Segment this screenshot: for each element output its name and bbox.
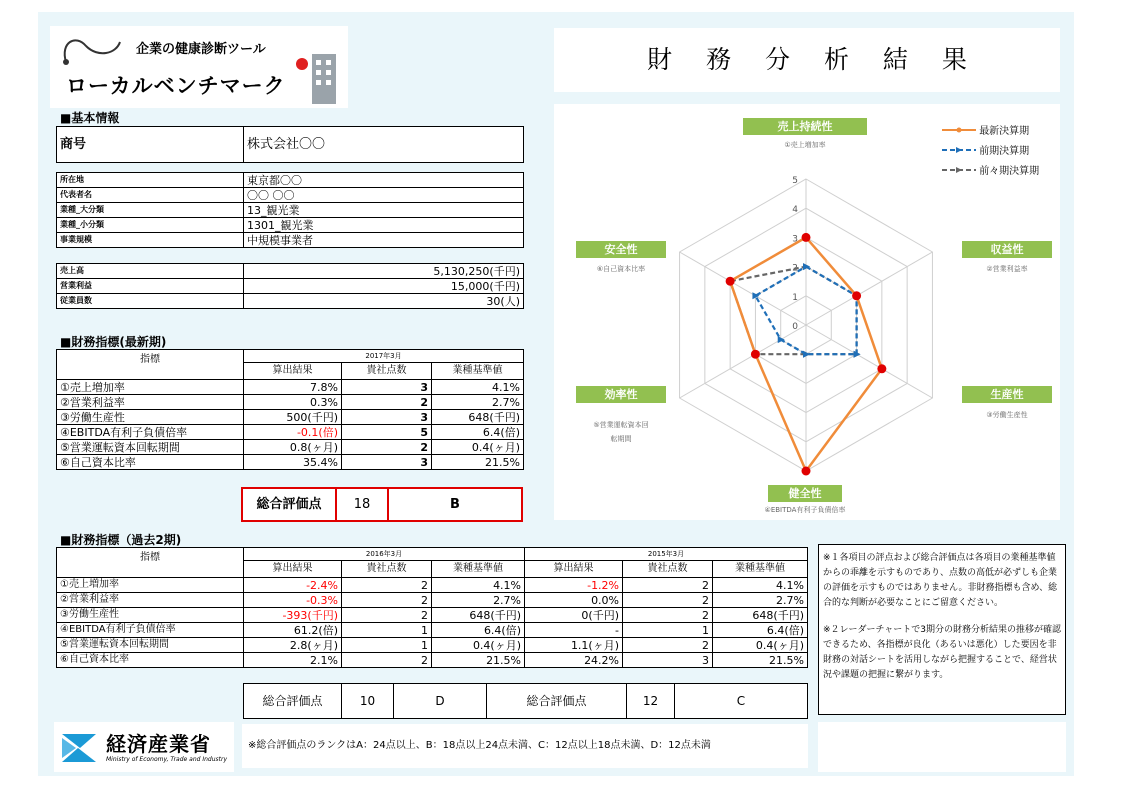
tool-subtitle: 企業の健康診断ツール bbox=[136, 42, 266, 57]
past-result-2015: 1.1(ヶ月) bbox=[525, 638, 623, 653]
past-result-2016: 2.8(ヶ月) bbox=[244, 638, 342, 653]
representative-value: 〇〇 〇〇 bbox=[244, 188, 524, 203]
past-benchmark-2016: 2.7% bbox=[432, 593, 525, 608]
past-benchmark-2015: 648(千円) bbox=[713, 608, 808, 623]
radar-point-0 bbox=[852, 291, 861, 300]
latest-total-label: 総合評価点 bbox=[243, 489, 337, 520]
rank-note-box bbox=[242, 724, 808, 768]
report-sheet bbox=[38, 12, 1074, 776]
past-score-2015: 3 bbox=[623, 653, 713, 668]
industry-minor-value: 1301_観光業 bbox=[244, 218, 524, 233]
latest-result: 0.3% bbox=[244, 395, 342, 410]
latest-total-box bbox=[241, 487, 523, 522]
latest-total-grade: B bbox=[450, 497, 460, 512]
ministry-name-en: Ministry of Economy, Trade and Industry bbox=[106, 756, 228, 763]
past-benchmark-2015: 4.1% bbox=[713, 578, 808, 593]
total-label-2015: 総合評価点 bbox=[487, 684, 627, 719]
result-header-2015: 算出結果 bbox=[525, 561, 623, 578]
latest-score: 2 bbox=[342, 440, 432, 455]
total-grade-2016: D bbox=[394, 684, 487, 719]
past-result-2015: 0(千円) bbox=[525, 608, 623, 623]
past-indicator-name: ⑤営業運転資本回転期間 bbox=[57, 638, 244, 653]
past-score-2015: 1 bbox=[623, 623, 713, 638]
past-benchmark-2015: 2.7% bbox=[713, 593, 808, 608]
axis-sub-ebitda-debt: ④EBITDA有利子負債倍率 bbox=[764, 506, 846, 514]
latest-indicators-table bbox=[56, 349, 524, 470]
radar-tick-label: 1 bbox=[792, 292, 798, 303]
total-score-2015: 12 bbox=[627, 684, 675, 719]
past-row bbox=[57, 593, 808, 608]
past-benchmark-2015: 0.4(ヶ月) bbox=[713, 638, 808, 653]
past-row bbox=[57, 653, 808, 668]
sales-value: 5,130,250(千円) bbox=[244, 264, 524, 279]
past-result-2015: - bbox=[525, 623, 623, 638]
past-result-2016: -2.4% bbox=[244, 578, 342, 593]
past-result-2016: 61.2(倍) bbox=[244, 623, 342, 638]
legend-label-prev2: 前々期決算期 bbox=[979, 166, 1040, 177]
past-score-2015: 2 bbox=[623, 593, 713, 608]
legend-item-latest bbox=[942, 122, 1039, 142]
basic-info-heading: ■基本情報 bbox=[60, 111, 120, 125]
legend-item-prev2 bbox=[942, 162, 1039, 182]
latest-indicator-name: ④EBITDA有利子負債倍率 bbox=[57, 425, 244, 440]
past-result-2016: -393(千円) bbox=[244, 608, 342, 623]
latest-row bbox=[57, 380, 524, 395]
radar-tick-label: 2 bbox=[792, 263, 798, 274]
axis-tag-safety: 安全性 bbox=[576, 241, 666, 258]
axis-sub-working-capital: ⑤営業運転資本回転期間 bbox=[593, 421, 649, 443]
latest-indicators-heading: ■財務指標(最新期) bbox=[60, 335, 167, 349]
past-benchmark-2016: 21.5% bbox=[432, 653, 525, 668]
latest-total-score: 18 bbox=[337, 489, 389, 520]
industry-major-label: 業種_大分類 bbox=[57, 203, 244, 218]
latest-benchmark: 21.5% bbox=[432, 455, 524, 470]
radar-series-2 bbox=[730, 267, 856, 355]
latest-benchmark: 0.4(ヶ月) bbox=[432, 440, 524, 455]
radar-spoke bbox=[680, 325, 806, 398]
latest-result: 35.4% bbox=[244, 455, 342, 470]
latest-indicator-name: ⑥自己資本比率 bbox=[57, 455, 244, 470]
radar-point-0 bbox=[802, 467, 811, 476]
latest-benchmark: 648(千円) bbox=[432, 410, 524, 425]
company-name-value: 株式会社〇〇 bbox=[244, 127, 524, 163]
radar-tick-label: 5 bbox=[792, 176, 798, 186]
past-result-2015: 24.2% bbox=[525, 653, 623, 668]
axis-tag-productivity: 生産性 bbox=[962, 386, 1052, 403]
past-benchmark-2015: 21.5% bbox=[713, 653, 808, 668]
stethoscope-icon bbox=[58, 32, 128, 68]
meti-emblem-icon bbox=[60, 730, 98, 766]
past-score-2015: 2 bbox=[623, 638, 713, 653]
past-score-2015: 2 bbox=[623, 608, 713, 623]
total-label-2016: 総合評価点 bbox=[244, 684, 342, 719]
axis-tag-profitability: 収益性 bbox=[962, 241, 1052, 258]
representative-label: 代表者名 bbox=[57, 188, 244, 203]
period-2016: 2016年3月 bbox=[244, 548, 525, 561]
latest-score: 3 bbox=[342, 455, 432, 470]
past-total-table bbox=[243, 683, 808, 719]
radar-legend bbox=[942, 122, 1039, 182]
operating-profit-value: 15,000(千円) bbox=[244, 279, 524, 294]
total-grade-2015: C bbox=[675, 684, 808, 719]
company-metrics-table bbox=[56, 263, 524, 309]
latest-indicator-name: ③労働生産性 bbox=[57, 410, 244, 425]
total-score-2016: 10 bbox=[342, 684, 394, 719]
radar-tick-label: 4 bbox=[792, 205, 798, 216]
company-name-table bbox=[56, 126, 524, 163]
company-name-label: 商号 bbox=[57, 127, 244, 163]
latest-row bbox=[57, 410, 524, 425]
business-scale-value: 中規模事業者 bbox=[244, 233, 524, 248]
axis-sub-sales-growth: ①売上増加率 bbox=[784, 141, 826, 149]
note-2: ※２レーダーチャートで3期分の財務分析結果の推移が確認できるため、各指標が良化（あるいは悪化）した要因を非財務の対話シートを活用しながら把握することで、経営状況や課題の把握に繋がります。 bbox=[823, 625, 1061, 680]
latest-indicator-name: ②営業利益率 bbox=[57, 395, 244, 410]
latest-row bbox=[57, 395, 524, 410]
sales-label: 売上高 bbox=[57, 264, 244, 279]
latest-period: 2017年3月 bbox=[244, 350, 524, 363]
legend-marker-prev2 bbox=[942, 166, 976, 174]
past-result-2016: 2.1% bbox=[244, 653, 342, 668]
axis-sub-operating-margin: ②営業利益率 bbox=[986, 265, 1028, 273]
radar-tick-label: 3 bbox=[792, 234, 798, 245]
latest-indicator-name: ⑤営業運転資本回転期間 bbox=[57, 440, 244, 455]
past-score-2016: 2 bbox=[342, 608, 432, 623]
score-header: 貴社点数 bbox=[342, 363, 432, 380]
note-1: ※１各項目の評点および総合評価点は各項目の業種基準値からの乖離を示すものであり、点数の高低が必ずしも企業の評価を示すものではありません。非財務指標も含め、総合的な判断が必要なことにご留意ください。 bbox=[823, 553, 1058, 608]
latest-benchmark: 2.7% bbox=[432, 395, 524, 410]
page-title: 財 務 分 析 結 果 bbox=[647, 45, 967, 74]
past-indicator-name: ④EBITDA有利子負債倍率 bbox=[57, 623, 244, 638]
legend-label-prev: 前期決算期 bbox=[979, 146, 1030, 157]
past-row bbox=[57, 623, 808, 638]
past-score-2016: 2 bbox=[342, 578, 432, 593]
radar-point-0 bbox=[751, 350, 760, 359]
past-score-2016: 2 bbox=[342, 653, 432, 668]
past-row bbox=[57, 608, 808, 623]
benchmark-header-2015: 業種基準値 bbox=[713, 561, 808, 578]
past-indicator-name: ①売上増加率 bbox=[57, 578, 244, 593]
tool-logo bbox=[50, 26, 348, 108]
footer-blank-box bbox=[818, 722, 1066, 772]
industry-major-value: 13_観光業 bbox=[244, 203, 524, 218]
past-indicator-header: 指標 bbox=[57, 548, 244, 578]
score-header-2015: 貴社点数 bbox=[623, 561, 713, 578]
past-benchmark-2016: 0.4(ヶ月) bbox=[432, 638, 525, 653]
radar-point-0 bbox=[877, 364, 886, 373]
building-icon bbox=[294, 48, 340, 104]
radar-chart-panel bbox=[554, 104, 1060, 520]
latest-row bbox=[57, 440, 524, 455]
legend-item-prev bbox=[942, 142, 1039, 162]
past-result-2015: -1.2% bbox=[525, 578, 623, 593]
latest-result: -0.1(倍) bbox=[244, 425, 342, 440]
past-benchmark-2015: 6.4(倍) bbox=[713, 623, 808, 638]
latest-result: 500(千円) bbox=[244, 410, 342, 425]
period-2015: 2015年3月 bbox=[525, 548, 808, 561]
past-benchmark-2016: 6.4(倍) bbox=[432, 623, 525, 638]
employees-value: 30(人) bbox=[244, 294, 524, 309]
latest-benchmark: 6.4(倍) bbox=[432, 425, 524, 440]
latest-result: 7.8% bbox=[244, 380, 342, 395]
result-header-2016: 算出結果 bbox=[244, 561, 342, 578]
latest-benchmark: 4.1% bbox=[432, 380, 524, 395]
axis-tag-soundness: 健全性 bbox=[768, 485, 842, 502]
past-indicator-name: ③労働生産性 bbox=[57, 608, 244, 623]
past-score-2016: 1 bbox=[342, 638, 432, 653]
legend-label-latest: 最新決算期 bbox=[979, 126, 1030, 137]
past-benchmark-2016: 4.1% bbox=[432, 578, 525, 593]
axis-sub-equity-ratio: ⑥自己資本比率 bbox=[596, 265, 646, 273]
industry-minor-label: 業種_小分類 bbox=[57, 218, 244, 233]
latest-score: 3 bbox=[342, 410, 432, 425]
past-score-2016: 2 bbox=[342, 593, 432, 608]
latest-row bbox=[57, 455, 524, 470]
result-header: 算出結果 bbox=[244, 363, 342, 380]
axis-tag-efficiency: 効率性 bbox=[576, 386, 666, 403]
radar-point-0 bbox=[802, 233, 811, 242]
latest-row bbox=[57, 425, 524, 440]
latest-indicator-name: ①売上増加率 bbox=[57, 380, 244, 395]
notes-box bbox=[818, 544, 1066, 715]
past-indicators-table bbox=[56, 547, 808, 668]
business-scale-label: 事業規模 bbox=[57, 233, 244, 248]
past-score-2015: 2 bbox=[623, 578, 713, 593]
score-header-2016: 貴社点数 bbox=[342, 561, 432, 578]
ministry-name: 経済産業省 bbox=[106, 732, 211, 756]
page-title-box bbox=[554, 28, 1060, 92]
latest-score: 5 bbox=[342, 425, 432, 440]
radar-tick-label: 0 bbox=[792, 322, 798, 332]
company-profile-table bbox=[56, 172, 524, 248]
legend-marker-latest bbox=[942, 126, 976, 134]
past-row bbox=[57, 638, 808, 653]
rank-note: ※総合評価点のランクはA：24点以上、B：18点以上24点未満、C：12点以上18点未満、D：12点未満 bbox=[248, 740, 711, 751]
benchmark-header-2016: 業種基準値 bbox=[432, 561, 525, 578]
axis-sub-labor-productivity: ③労働生産性 bbox=[986, 411, 1028, 419]
indicator-header: 指標 bbox=[57, 350, 244, 380]
tool-name: ローカルベンチマーク bbox=[66, 74, 286, 98]
latest-result: 0.8(ヶ月) bbox=[244, 440, 342, 455]
address-label: 所在地 bbox=[57, 173, 244, 188]
latest-score: 3 bbox=[342, 380, 432, 395]
past-result-2015: 0.0% bbox=[525, 593, 623, 608]
axis-tag-sales-sustainability: 売上持続性 bbox=[743, 118, 867, 135]
radar-point-0 bbox=[726, 277, 735, 286]
employees-label: 従業員数 bbox=[57, 294, 244, 309]
address-value: 東京都〇〇 bbox=[244, 173, 524, 188]
benchmark-header: 業種基準値 bbox=[432, 363, 524, 380]
radar-spoke bbox=[806, 252, 932, 325]
latest-score: 2 bbox=[342, 395, 432, 410]
past-indicators-heading: ■財務指標（過去2期) bbox=[60, 533, 182, 547]
past-result-2016: -0.3% bbox=[244, 593, 342, 608]
past-row bbox=[57, 578, 808, 593]
past-indicator-name: ②営業利益率 bbox=[57, 593, 244, 608]
ministry-logo bbox=[54, 722, 234, 772]
past-benchmark-2016: 648(千円) bbox=[432, 608, 525, 623]
past-indicator-name: ⑥自己資本比率 bbox=[57, 653, 244, 668]
operating-profit-label: 営業利益 bbox=[57, 279, 244, 294]
past-score-2016: 1 bbox=[342, 623, 432, 638]
legend-marker-prev bbox=[942, 146, 976, 154]
